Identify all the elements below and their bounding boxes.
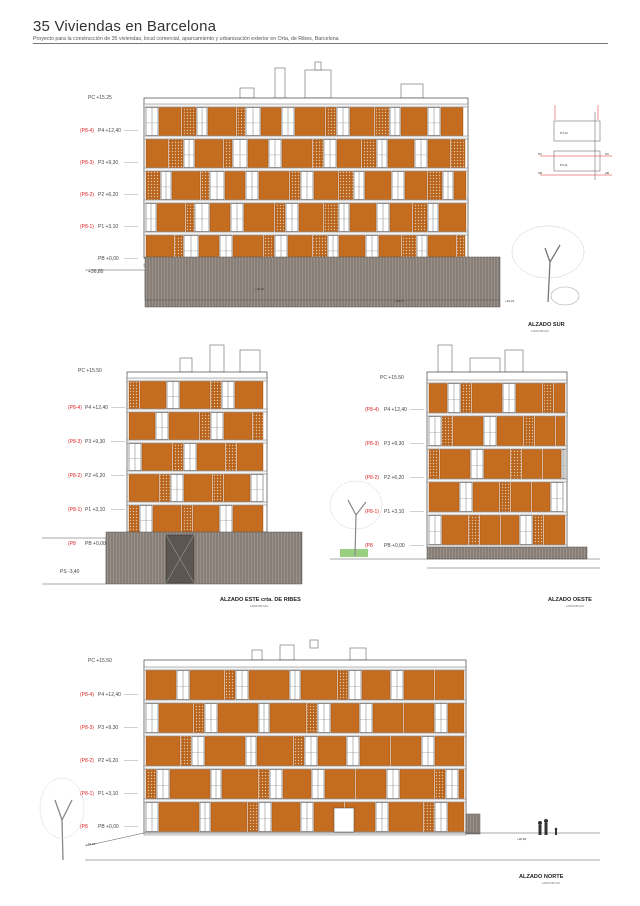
cladding-panel (554, 384, 565, 413)
perforated-screen (225, 671, 235, 700)
perforated-screen (160, 475, 170, 502)
level-label: P4 +12,40 (384, 407, 407, 413)
tree (512, 226, 584, 305)
cladding-panel (205, 737, 245, 766)
perforated-screen (248, 803, 258, 832)
basement-level-label: PS -3,40 (60, 569, 80, 575)
cladding-panel (249, 671, 289, 700)
cladding-panel (180, 382, 210, 409)
perforated-screen (435, 770, 445, 799)
floor-slab (427, 413, 567, 416)
cladding-panel (270, 704, 306, 733)
perforated-screen (146, 770, 156, 799)
cladding-panel (244, 204, 274, 232)
cladding-panel (556, 417, 565, 446)
page-subtitle: Proyecto para la construcción de 35 viviendas, local comercial, aparcamiento y urbanización exterior en Orta, de Ribes, Barcelona (33, 36, 339, 42)
floor-slab (144, 104, 468, 107)
cladding-panel (282, 140, 312, 168)
cladding-panel (299, 204, 323, 232)
floor-slab (127, 440, 267, 443)
level-code: (P8-4) (80, 692, 94, 698)
level-label: PB +0,00 (98, 256, 119, 262)
cladding-panel (248, 140, 268, 168)
cladding-panel (314, 172, 338, 200)
cladding-panel (442, 516, 468, 545)
cladding-panel (473, 483, 499, 512)
floor-slab (144, 200, 468, 203)
keyplan-label: P4.11 (560, 163, 568, 167)
cladding-panel (259, 172, 289, 200)
perforated-screen (146, 172, 160, 200)
cladding-panel (428, 140, 450, 168)
keyplan-label: P4.12 (560, 131, 568, 135)
floor-slab (144, 700, 466, 703)
level-label: P2 +6,20 (85, 473, 106, 479)
cladding-panel (318, 737, 346, 766)
level-code: (P8 (80, 824, 88, 830)
perforated-screen (213, 475, 223, 502)
rooftop-volumes (240, 62, 423, 98)
level-code: (P8-1) (365, 509, 379, 515)
cladding-panel (129, 475, 159, 502)
perforated-screen (428, 172, 442, 200)
green-hedge (340, 549, 368, 557)
perforated-screen (424, 803, 434, 832)
cladding-panel (129, 413, 155, 440)
cladding-panel (511, 483, 531, 512)
perforated-screen (186, 204, 194, 232)
perforated-screen (338, 671, 348, 700)
cladding-panel (532, 483, 550, 512)
cladding-panel (356, 770, 386, 799)
cladding-panel (142, 444, 172, 471)
cladding-panel (159, 704, 193, 733)
level-label: P2 +6,20 (384, 475, 405, 481)
level-code: (P8-1) (80, 791, 94, 797)
perforated-screen (169, 140, 183, 168)
alzado-este (42, 345, 302, 608)
cladding-panel (184, 475, 212, 502)
scale-alzado-sur: 1/200 DIN A3 (531, 329, 549, 333)
cladding-panel (472, 384, 502, 413)
page-title: 35 Viviendas en Barcelona (33, 18, 217, 35)
pc-level-label: PC +15.50 (88, 658, 112, 664)
perforated-screen (339, 172, 353, 200)
level-code: (P8-3) (80, 160, 94, 166)
perforated-screen (201, 172, 209, 200)
cladding-panel (195, 140, 223, 168)
floor-slab (144, 136, 468, 139)
level-code: (P8-1) (68, 507, 82, 513)
cladding-panel (440, 450, 470, 479)
level-code: (P8 (365, 543, 373, 549)
caption-alzado-oeste: ALZADO OESTE (548, 597, 592, 603)
ground-fence (427, 547, 587, 559)
cladding-panel (337, 140, 361, 168)
perforated-screen (259, 770, 269, 799)
perforated-screen (290, 172, 300, 200)
key-plan (538, 105, 612, 180)
floor-slab (144, 733, 466, 736)
tree (330, 481, 382, 556)
ground-level-label: +36,80 (88, 269, 104, 275)
caption-alzado-este: ALZADO ESTE crta. DE RIBES (220, 597, 301, 603)
level-label: P1 +3,10 (98, 791, 119, 797)
perforated-screen (326, 108, 336, 136)
pc-level-label: PC +15.25 (88, 95, 112, 101)
floor-slab (127, 502, 267, 505)
level-label: P1 +3,10 (85, 507, 106, 513)
ground-level-label: +36,80 (517, 837, 527, 841)
level-code: (P8-3) (68, 439, 82, 445)
pc-level-label: PC +15.50 (78, 368, 102, 374)
ground-fence (106, 532, 302, 584)
human-figures (538, 819, 557, 835)
floor-slab (144, 832, 466, 835)
perforated-screen (181, 737, 191, 766)
scale-alzado-oeste: 1/200 DIN A3 (566, 604, 584, 608)
cladding-panel (480, 516, 500, 545)
floor-slab (144, 766, 466, 769)
perforated-screen (194, 704, 204, 733)
perforated-screen (413, 204, 427, 232)
ground-fence (145, 257, 500, 307)
cladding-panel (283, 770, 311, 799)
keyplan-label: AB (538, 171, 543, 175)
cladding-panel (211, 803, 247, 832)
cladding-panel (224, 413, 252, 440)
cladding-panel (169, 413, 199, 440)
perforated-screen (294, 737, 304, 766)
perforated-screen (275, 204, 285, 232)
level-label: P4 +12,40 (98, 128, 121, 134)
floor-slab (427, 380, 567, 383)
level-code: (P8-1) (80, 224, 94, 230)
level-label: P4 +12,40 (85, 405, 108, 411)
cladding-panel (159, 108, 181, 136)
perforated-screen (182, 108, 196, 136)
cladding-panel (501, 516, 519, 545)
perforated-screen (211, 382, 221, 409)
ground-mark: +34,20 (255, 287, 265, 291)
level-code: (P8-2) (80, 192, 94, 198)
cladding-panel (429, 384, 447, 413)
rooftop-volumes (252, 640, 366, 660)
cladding-panel (210, 204, 230, 232)
level-code: (P8 (68, 541, 76, 547)
perforated-screen (451, 140, 465, 168)
level-code: (P8-3) (80, 725, 94, 731)
perforated-screen (375, 108, 389, 136)
cladding-panel (222, 770, 258, 799)
floor-slab (127, 378, 267, 381)
alzado-oeste (330, 345, 600, 608)
level-code: (P8-3) (365, 441, 379, 447)
perforated-screen (226, 444, 236, 471)
perforated-screen (324, 204, 338, 232)
floor-slab (144, 799, 466, 802)
alzado-norte (40, 640, 600, 885)
cladding-panel (439, 204, 466, 232)
level-label: P1 +3,10 (98, 224, 119, 230)
level-label: P2 +6,20 (98, 758, 119, 764)
cladding-panel (172, 172, 200, 200)
entrance-door (334, 808, 354, 832)
cladding-panel (153, 506, 181, 533)
perforated-screen (511, 450, 521, 479)
perforated-screen (173, 444, 183, 471)
cladding-panel (235, 382, 263, 409)
cladding-panel (272, 803, 300, 832)
level-code: (P8-2) (80, 758, 94, 764)
perforated-screen (307, 704, 317, 733)
cladding-panel (365, 172, 391, 200)
cladding-panel (454, 172, 466, 200)
level-label: P3 +9,30 (384, 441, 405, 447)
keyplan-label: AB (605, 171, 610, 175)
level-code: (P8-2) (68, 473, 82, 479)
scale-alzado-norte: 1/200 DIN A3 (542, 881, 560, 885)
cladding-panel (497, 417, 523, 446)
cladding-panel (484, 450, 510, 479)
floor-slab (127, 409, 267, 412)
cladding-panel (301, 671, 337, 700)
scale-alzado-este: 1/200 DIN A3 (250, 604, 268, 608)
level-code: (P8-4) (80, 128, 94, 134)
cladding-panel (404, 704, 434, 733)
floor-slab (427, 479, 567, 482)
perforated-screen (524, 417, 534, 446)
floor-slab (427, 512, 567, 515)
cladding-panel (325, 770, 355, 799)
cladding-panel (435, 737, 464, 766)
level-code: (P8-2) (365, 475, 379, 481)
level-label: P3 +9,30 (98, 725, 119, 731)
perforated-screen (533, 516, 543, 545)
perforated-screen (469, 516, 479, 545)
cladding-panel (224, 475, 250, 502)
cladding-panel (146, 737, 180, 766)
cladding-panel (390, 204, 412, 232)
cladding-panel (193, 506, 219, 533)
cladding-panel (146, 140, 168, 168)
perforated-screen (500, 483, 510, 512)
keyplan-label: NV (538, 152, 543, 156)
perforated-screen (129, 382, 139, 409)
cladding-panel (429, 483, 459, 512)
perforated-screen (129, 506, 139, 533)
keyplan-label: NV (605, 152, 610, 156)
level-label: PB +0,00 (384, 543, 405, 549)
level-label: PB +0,00 (98, 824, 119, 830)
cladding-panel (237, 444, 263, 471)
tree (40, 778, 84, 860)
perforated-screen (224, 140, 232, 168)
level-label: P2 +6,20 (98, 192, 119, 198)
cladding-panel (295, 108, 325, 136)
perforated-screen (442, 417, 452, 446)
cladding-panel (448, 803, 464, 832)
floor-slab (427, 446, 567, 449)
perforated-screen (182, 506, 192, 533)
perforated-screen (200, 413, 210, 440)
cladding-panel (373, 704, 403, 733)
cladding-panel (388, 140, 414, 168)
cladding-panel (400, 770, 434, 799)
perforated-screen (461, 384, 471, 413)
ground-mark: +34,24 (505, 299, 515, 303)
cladding-panel (516, 384, 542, 413)
cladding-panel (522, 450, 542, 479)
floor-slab (127, 471, 267, 474)
level-label: P3 +9,30 (85, 439, 106, 445)
cladding-panel (197, 444, 225, 471)
cladding-panel (453, 417, 483, 446)
cladding-panel (543, 450, 561, 479)
cladding-panel (441, 108, 463, 136)
cladding-panel (225, 172, 245, 200)
cladding-panel (208, 108, 236, 136)
perforated-screen (237, 108, 245, 136)
cladding-panel (405, 172, 427, 200)
cladding-panel (404, 671, 434, 700)
perforated-screen (429, 450, 439, 479)
level-label: P3 +9,30 (98, 160, 119, 166)
cladding-panel (535, 417, 555, 446)
ground-level-label: +34,95 (86, 842, 96, 846)
cladding-panel (257, 737, 293, 766)
cladding-panel (190, 671, 224, 700)
ground-mark: +34,17 (395, 299, 405, 303)
cladding-panel (401, 108, 427, 136)
cladding-panel (350, 204, 376, 232)
cladding-panel (435, 671, 464, 700)
pc-level-label: PC +15.50 (380, 375, 404, 381)
cladding-panel (233, 506, 263, 533)
caption-alzado-sur: ALZADO SUR (528, 322, 565, 328)
cladding-panel (544, 516, 565, 545)
level-code: (P8-4) (365, 407, 379, 413)
floor-slab (144, 168, 468, 171)
level-label: PB +0,00 (85, 541, 106, 547)
cladding-panel (218, 704, 258, 733)
cladding-panel (146, 671, 176, 700)
cladding-panel (331, 704, 359, 733)
cladding-panel (157, 204, 185, 232)
floor-slab (144, 232, 468, 235)
alzado-sur (80, 62, 584, 333)
cladding-panel (140, 382, 166, 409)
perforated-screen (362, 140, 376, 168)
cladding-panel (350, 108, 374, 136)
cladding-panel (261, 108, 281, 136)
level-code: (P8-4) (68, 405, 82, 411)
cladding-panel (159, 803, 199, 832)
floor-slab (144, 667, 466, 670)
rooftop-volumes (438, 345, 523, 372)
perforated-screen (543, 384, 553, 413)
cladding-panel (459, 770, 464, 799)
level-label: P1 +3,10 (384, 509, 405, 515)
cladding-panel (389, 803, 423, 832)
perforated-screen (313, 140, 323, 168)
cladding-panel (360, 737, 390, 766)
rooftop-volumes (180, 345, 260, 372)
cladding-panel (362, 671, 390, 700)
caption-alzado-norte: ALZADO NORTE (519, 874, 564, 880)
cladding-panel (448, 704, 464, 733)
cladding-panel (391, 737, 421, 766)
level-label: P4 +12,40 (98, 692, 121, 698)
perforated-screen (253, 413, 263, 440)
cladding-panel (170, 770, 210, 799)
